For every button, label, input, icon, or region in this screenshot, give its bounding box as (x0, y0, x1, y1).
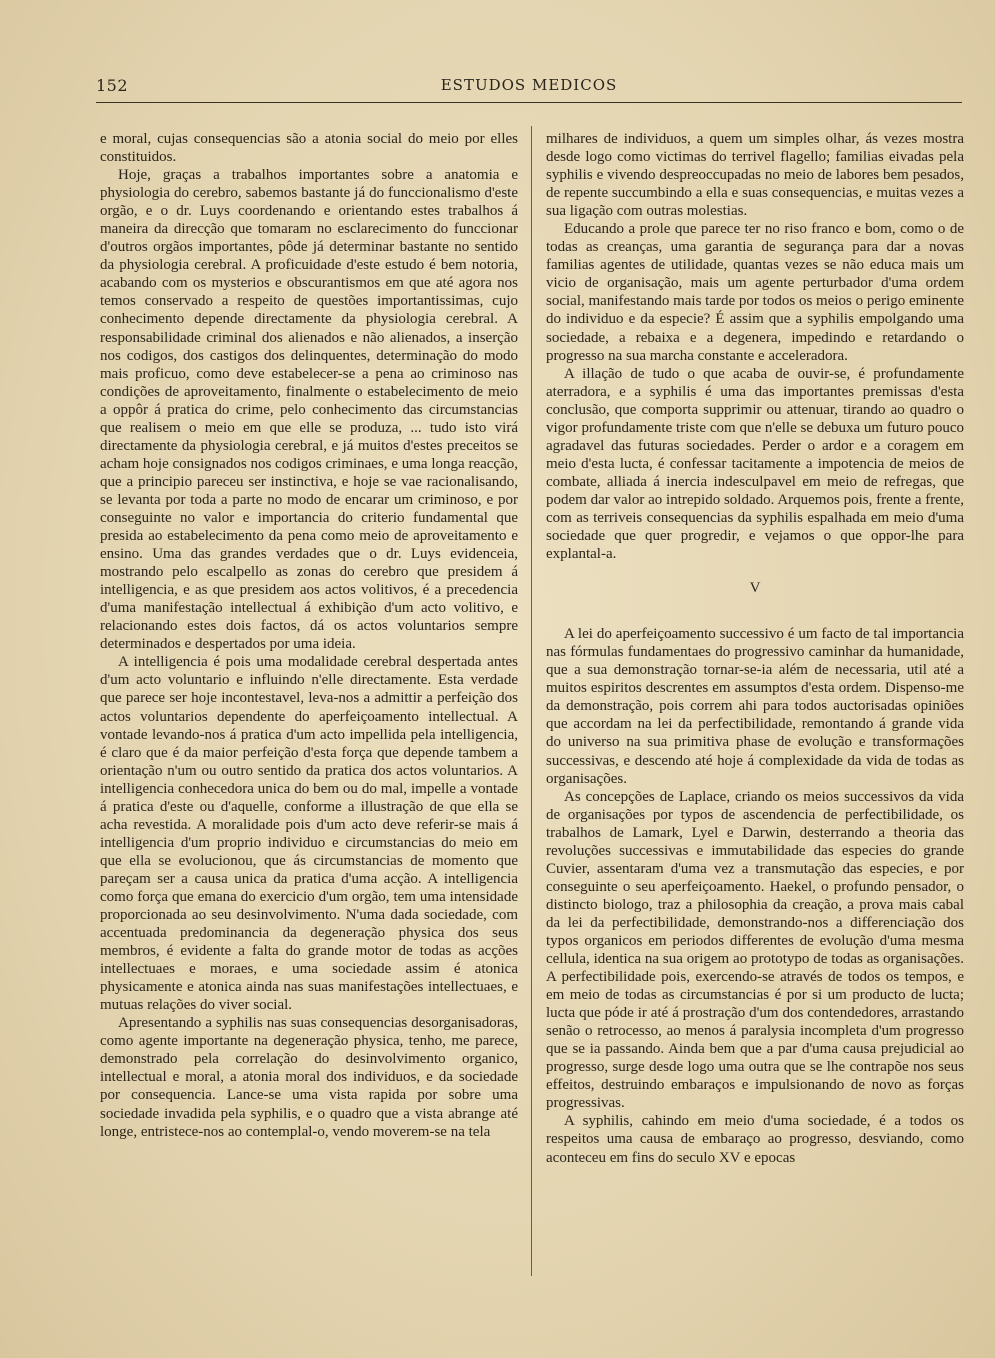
left-column (100, 130, 518, 1141)
page-header (96, 76, 962, 102)
paragraph: Hoje, graças a trabalhos importantes sobre a anatomia e physiologia do cerebro, sabemos bastante já do funccionalismo d'este orgão, e o dr. Luys coordenando e orientando estes trabalhos á maneira da direcção que tomaram no esclarecimento do funccionar d'outros orgãos importantes, pôde já determinar bastante no sentido da physiologia cerebral. A proficuidade d'este estudo é bem notoria, acabando com os mysterios e obscurantismos em que até agora nos temos conservado a respeito de questões importantissimas, cujo conhecimento depende directamente da physiologia cerebral. A responsabilidade criminal dos alienados e não alienados, a inserção nos codigos, dos castigos dos delinquentes, determinação do modo mais proficuo, como deve estabelecer-se a pena ao criminoso nas condições de aproveitamento, finalmente o estabelecimento de meio a oppôr á pratica do crime, pelo conhecimento das circumstancias que realisem o meio em que elle se produza, ... tudo isto virá directamente da physiologia cerebral, e já muitos d'estes preceitos se acham hoje consignados nos codigos criminaes, e uma longa reacção, que a principio pareceu ser instinctiva, e hoje se vae racionalisando, se levanta por toda a parte no modo de encarar um criminoso, e por conseguinte no valor e importancia do criterio fundamental que presida ao estabelecimento da pena como meio de aproveitamento e ensino. Uma das grandes verdades que o dr. Luys evidenceia, mostrando pelo escalpello as zonas do cerebro que presidem á intelligencia, e as que presidem aos actos volitivos, é a precedencia d'uma manifestação intellectual á exhibição d'um acto volitivo, e relacionando estes dois factos, dá os actos voluntarios sempre determinados e despertados por uma ideia. (100, 167, 518, 653)
paragraph: milhares de individuos, a quem um simples olhar, ás vezes mostra desde logo como victimas do terrivel flagello; familias eivadas pela syphilis e vivendo despreoccupadas no meio de labores bem pesados, de repente succumbindo a ella e suas consequencias, e muitas vezes a sua ligação com outras molestias. (546, 131, 964, 220)
paragraph: Educando a prole que parece ter no riso franco e bom, como o de todas as creanças, uma garantia de segurança para dar a novas familias agentes de utilidade, quantas vezes se não educa mais um vicio de organisação, mais um agente perturbador d'uma ordem social, manifestando mais tarde por todos os meios o perigo eminente do individuo e da especie? É assim que a syphilis empolgando uma sociedade, a rebaixa e a degenera, impedindo e retardando o progresso na sua marcha constante e acceleradora. (546, 221, 964, 364)
paragraph: A intelligencia é pois uma modalidade cerebral despertada antes d'um acto voluntario e influindo n'elle directamente. Esta verdade que parece ser hoje incontestavel, leva-nos a admittir a perfeição dos actos voluntarios dependente do aperfeiçoamento intellectual. A vontade levando-nos á pratica d'um acto impellida pela intelligencia, é claro que é da maior perfeição d'esta força que depende tambem a orientação n'um ou outro sentido da pratica dos actos voluntarios. A intelligencia conhecedora unica do bem ou do mal, impelle a vontade á pratica d'este ou d'aquelle, conforme a illustração de que ella se acha revestida. A moralidade pois d'um acto deve referir-se mais á intelligencia d'um proprio individuo e circumstancias do meio em que ella se evolucionou, que ás circumstancias de momento que pareçam ser a causa unica da pratica d'uma acção. A intelligencia como força que emana do exercicio d'um orgão, tem uma intensidade proporcionada ao seu desinvolvimento. N'uma dada sociedade, com accentuada predominancia da degeneração physica dos seus membros, é evidente a falta do grande motor de todas as acções intellectuaes e moraes, e uma sociedade assim é atonica physicamente e atonica ainda nas suas manifestações intellectuaes, e mutuas relações do viver social. (100, 654, 518, 1014)
section-heading: V (749, 580, 761, 597)
page-number: 152 (96, 76, 129, 95)
paragraph: A lei do aperfeiçoamento successivo é um facto de tal importancia nas fórmulas fundamentaes do progressivo caminhar da humanidade, que a sua demonstração tornar-se-ia além de necessaria, util até a muitos espiritos descrentes em assumptos d'esta ordem. Dispenso-me da demonstração, pois correm ahi para todos auctorisadas opiniões que accordam na lei da perfectibilidade, remontando á grande vida do universo na sua primitiva phase de evolução e transformações successivas, e descendo até hoje á complexidade da vida de todas as organisações. (546, 626, 964, 787)
header-rule (96, 102, 962, 103)
paragraph: A syphilis, cahindo em meio d'uma sociedade, é a todos os respeitos uma causa de embaraço ao progresso, desviando, como aconteceu em fins do seculo XV e epocas (546, 1113, 964, 1166)
paragraph: As concepções de Laplace, criando os meios successivos da vida de organisações por typos de ascendencia de perfectibilidade, os trabalhos de Lamark, Lyel e Darwin, desterrando a theoria das revoluções successivas e immutabilidade das especies do grande Cuvier, assentaram d'uma vez a transmutação das especies, e por conseguinte o seu aperfeiçoamento. Haekel, o profundo pensador, o distincto biologo, traz a philosophia da creação, a prova mais cabal da lei da perfectibilidade, demonstrando-nos a differenciação dos typos organicos em periodos differentes de evolução d'uma mesma cellula, identica na sua origem ao prototypo de todas as organisações. A perfectibilidade pois, exercendo-se através de todos os tempos, e em meio de todas as circumstancias é por si um producto de lucta; lucta que póde ir até á prostração d'um dos contendedores, arrastando senão o retrocesso, ao menos á paralysia incompleta d'um progresso que se ia passando. Ainda bem que a par d'uma causa prejudicial ao progresso, surge desde logo uma outra que se lhe contrapõe nos seus effeitos, destruindo embaraços e impulsionando de novo as forças progressivas. (546, 788, 964, 1112)
running-title: ESTUDOS MEDICOS (440, 76, 618, 94)
paragraph: A illação de tudo o que acaba de ouvir-se, é profundamente aterradora, e a syphilis é uma das importantes premissas d'esta conclusão, que comporta supprimir ou attenuar, tirando ao quadro o vigor profundamente triste com que n'elle se debuxa um futuro pouco agradavel das futuras sociedades. Perder o ardor e a coragem em meio d'esta lucta, é confessar tacitamente a impotencia de meios de combate, alliada á inercia indesculpavel em meio de refregas, que podem dar valor ao intrepido soldado. Arquemos pois, frente a frente, com as terriveis consequencias da syphilis espalhada em meio d'uma sociedade que quer progredir, e vejamos o que oppor-lhe para explantal-a. (546, 365, 964, 563)
column-divider (531, 126, 532, 1276)
right-column (546, 130, 964, 1167)
paragraph: Apresentando a syphilis nas suas consequencias desorganisadoras, como agente importante na degeneração physica, tenho, me parece, demonstrado pela correlação do desinvolvimento organico, intellectual e moral, a atonia moral dos individuos, e da sociedade por consequencia. Lance-se uma vista rapida por sobre uma sociedade invadida pela syphilis, e o quadro que a vista abrange até longe, entristece-nos ao contemplal-o, vendo moverem-se na tela (100, 1015, 518, 1140)
paragraph: e moral, cujas consequencias são a atonia social do meio por elles constituidos. (100, 131, 518, 166)
